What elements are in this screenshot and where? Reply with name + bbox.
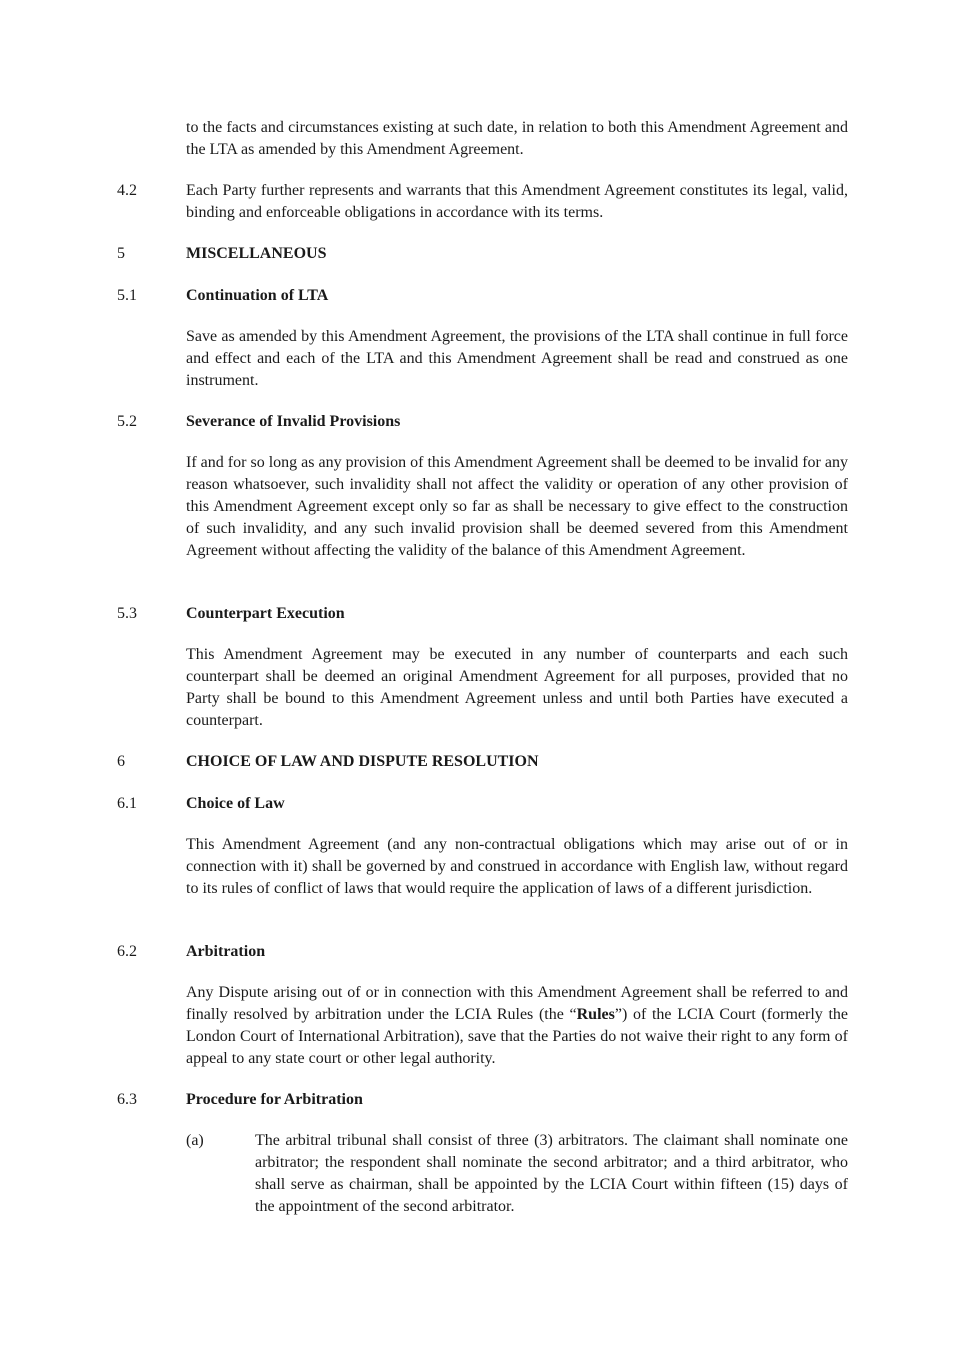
clause-5-3-text: This Amendment Agreement may be executed in any number of counterparts and each such counterpart shall be deemed an original Amendment Agreement for all purposes, provided that no Party shall be bound to this Amendment Agreement unless and until both Parties have executed a counterpart. [186, 646, 848, 729]
section-5-title: MISCELLANEOUS [186, 245, 327, 262]
section-6-title: CHOICE OF LAW AND DISPUTE RESOLUTION [186, 753, 539, 770]
clause-number-5-2: 5.2 [117, 413, 137, 430]
clause-5-2-title: Severance of Invalid Provisions [186, 413, 401, 430]
clause-6-2-title: Arbitration [186, 943, 266, 960]
clause-5-2-text: If and for so long as any provision of this Amendment Agreement shall be deemed to be invalid for any reason whatsoever, such invalidity shall not affect the validity or operation of any other provision of this Amendment Agreement except only so far as shall be necessary to give effect to the construction of such invalidity, and any such invalid provision shall be deemed severed from this Amendment Agreement without affecting the validity of the balance of this Amendment Agreement. [186, 454, 848, 559]
clause-6-1-title: Choice of Law [186, 795, 285, 812]
clause-5-3-title: Counterpart Execution [186, 605, 345, 622]
clause-number-6-3: 6.3 [117, 1091, 137, 1108]
clause-4-2-text: Each Party further represents and warrants that this Amendment Agreement constitutes its legal, valid, binding and enforceable obligations in accordance with its terms. [186, 182, 848, 221]
clause-number-6-2: 6.2 [117, 943, 137, 960]
clause-6-2-text-before: Any Dispute arising out of or in connection with this Amendment Agreement shall be referred to and finally resolved by arbitration under the LCIA Rules (the “ [186, 984, 848, 1023]
clause-number-4-2: 4.2 [117, 182, 137, 199]
clause-number-6-1: 6.1 [117, 795, 137, 812]
clause-5-1-text: Save as amended by this Amendment Agreement, the provisions of the LTA shall continue in full force and effect and each of the LTA and this Amendment Agreement shall be read and construed as one instrument. [186, 328, 848, 389]
defined-term-rules: Rules [576, 1006, 615, 1023]
clause-6-3-item-label: (a) [186, 1132, 204, 1149]
clause-number-5-3: 5.3 [117, 605, 137, 622]
section-number-5: 5 [117, 245, 125, 262]
section-number-6: 6 [117, 753, 125, 770]
intro-paragraph: to the facts and circumstances existing at such date, in relation to both this Amendment Agreement and the LTA as amended by this Amendment Agreement. [186, 119, 848, 158]
clause-6-3-title: Procedure for Arbitration [186, 1091, 363, 1108]
clause-6-1-text: This Amendment Agreement (and any non-contractual obligations which may arise out of or in connection with it) shall be governed by and construed in accordance with English law, without regard to its rules of conflict of laws that would require the application of laws of a different jurisdiction. [186, 836, 848, 897]
clause-6-3-item-text: The arbitral tribunal shall consist of three (3) arbitrators. The claimant shall nominate one arbitrator; the respondent shall nominate the second arbitrator; and a third arbitrator, who shall serve as chairman, shall be appointed by the LCIA Court within fifteen (15) days of the appointment of the second arbitrator. [255, 1132, 848, 1215]
clause-6-2-text-after: ”) of the LCIA Court (formerly the London Court of International Arbitration), save that the Parties do not waive their right to any form of appeal to any state court or other legal authority. [186, 1006, 849, 1067]
clause-6-2-text [186, 982, 848, 1070]
clause-number-5-1: 5.1 [117, 287, 137, 304]
clause-5-1-title: Continuation of LTA [186, 287, 329, 304]
